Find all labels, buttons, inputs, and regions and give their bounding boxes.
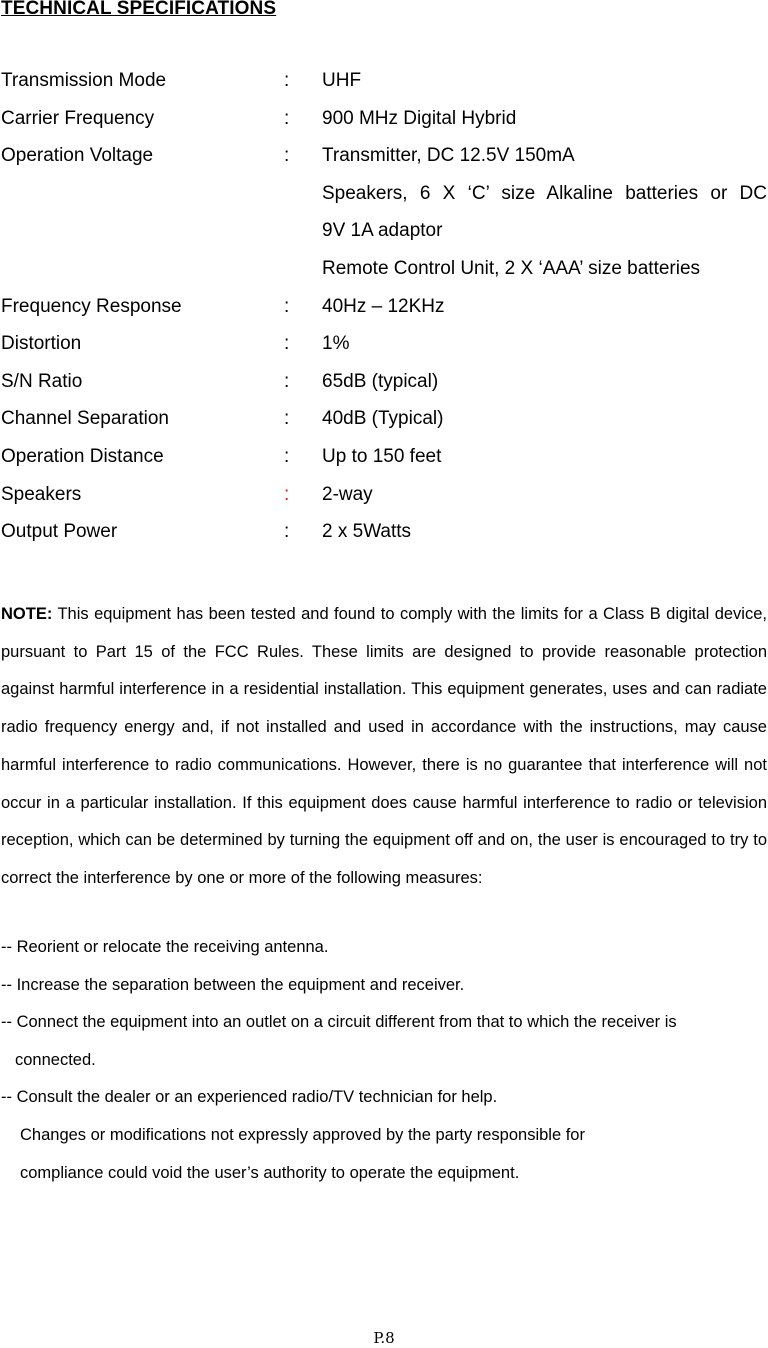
spec-colon: :: [284, 70, 290, 91]
spec-row-speakers: [0, 484, 768, 522]
spec-colon: :: [284, 295, 290, 317]
spec-colon-highlighted: :: [284, 483, 290, 505]
list-item: [1, 929, 767, 967]
spec-label: Channel Separation: [1, 408, 169, 430]
spec-row-operation-voltage-cont: [0, 258, 768, 296]
spec-label: Frequency Response: [1, 295, 182, 317]
spec-label: Transmission Mode: [1, 70, 167, 91]
spec-value: 9V 1A adaptor: [322, 220, 443, 242]
spec-value: 1%: [322, 333, 350, 355]
spec-value: UHF: [322, 70, 362, 91]
spec-value: 40dB (Typical): [322, 408, 444, 430]
spec-row-operation-voltage: [0, 145, 768, 183]
spec-value: Speakers, 6 X ‘C’ size Alkaline batteries or DC: [322, 182, 767, 204]
spec-row-channel-separation: [0, 408, 768, 446]
spec-row-distortion: [0, 333, 768, 371]
measure-text: -- Connect the equipment into an outlet on a circuit different from that to which the receiver is: [1, 1013, 677, 1032]
spec-colon: :: [284, 107, 290, 129]
closing-line: Changes or modifications not expressly approved by the party responsible for: [20, 1125, 585, 1144]
page-number: P.8: [373, 1329, 395, 1347]
spec-row-carrier-frequency: [0, 108, 768, 146]
measure-text: -- Reorient or relocate the receiving antenna.: [1, 938, 329, 956]
spec-colon: :: [284, 408, 290, 430]
page-title: TECHNICAL SPECIFICATIONS: [1, 0, 277, 19]
spec-label: Operation Voltage: [1, 145, 154, 167]
spec-value: Transmitter, DC 12.5V 150mA: [322, 145, 575, 167]
spec-label: S/N Ratio: [1, 370, 83, 392]
spec-row-frequency-response: [0, 296, 768, 334]
closing-line: compliance could void the user’s authority to operate the equipment.: [20, 1163, 520, 1182]
spec-value: 900 MHz Digital Hybrid: [322, 107, 517, 129]
measure-continuation: connected.: [15, 1050, 96, 1069]
spec-row-operation-voltage-cont: [0, 183, 768, 221]
spec-colon: :: [284, 145, 290, 167]
spec-value: 40Hz – 12KHz: [322, 295, 445, 317]
spec-row-operation-distance: [0, 446, 768, 484]
spec-label: Speakers: [1, 483, 82, 505]
spec-value: 2-way: [322, 483, 373, 505]
spec-value: Remote Control Unit, 2 X ‘AAA’ size batteries: [322, 257, 701, 279]
note-prefix: NOTE:: [1, 605, 53, 623]
spec-row-output-power: [0, 521, 768, 559]
measure-text: -- Consult the dealer or an experienced radio/TV technician for help.: [1, 1088, 498, 1107]
spec-label: Distortion: [1, 333, 82, 355]
spec-colon: :: [284, 370, 290, 392]
note-text: This equipment has been tested and found to comply with the limits for a Class B digital device, pursuant to Part 15 of the FCC Rules. These limits are designed to provide reasonable protection against harmful interference in a residential installation. This equipment generates, uses and can radiate radio frequency energy and, if not installed and used in accordance with the instructions, may cause harmful interference to radio communications. However, there is no guarantee that interference will not occur in a particular installation. If this equipment does cause harmful interference to radio or television reception, which can be determined by turning the equipment off and on, the user is encouraged to try to correct the interference by one or more of the following measures:: [1, 605, 767, 887]
spec-value: 65dB (typical): [322, 370, 439, 392]
spec-row-transmission-mode: [0, 70, 768, 108]
spec-value: Up to 150 feet: [322, 445, 442, 467]
list-item: [1, 1079, 767, 1117]
spec-value: 2 x 5Watts: [322, 521, 412, 543]
list-item: [1, 967, 767, 1005]
spec-label: Operation Distance: [1, 445, 164, 467]
list-item: [1, 1004, 767, 1079]
spec-row-sn-ratio: [0, 371, 768, 409]
spec-label: Output Power: [1, 521, 118, 543]
spec-colon: :: [284, 333, 290, 355]
spec-colon: :: [284, 521, 290, 543]
fcc-note-paragraph: [1, 596, 767, 898]
spec-table: [0, 70, 768, 559]
spec-colon: :: [284, 445, 290, 467]
spec-row-operation-voltage-cont: [0, 220, 768, 258]
measures-list: [1, 929, 767, 1192]
measure-text: -- Increase the separation between the equipment and receiver.: [1, 975, 465, 994]
spec-label: Carrier Frequency: [1, 107, 155, 129]
